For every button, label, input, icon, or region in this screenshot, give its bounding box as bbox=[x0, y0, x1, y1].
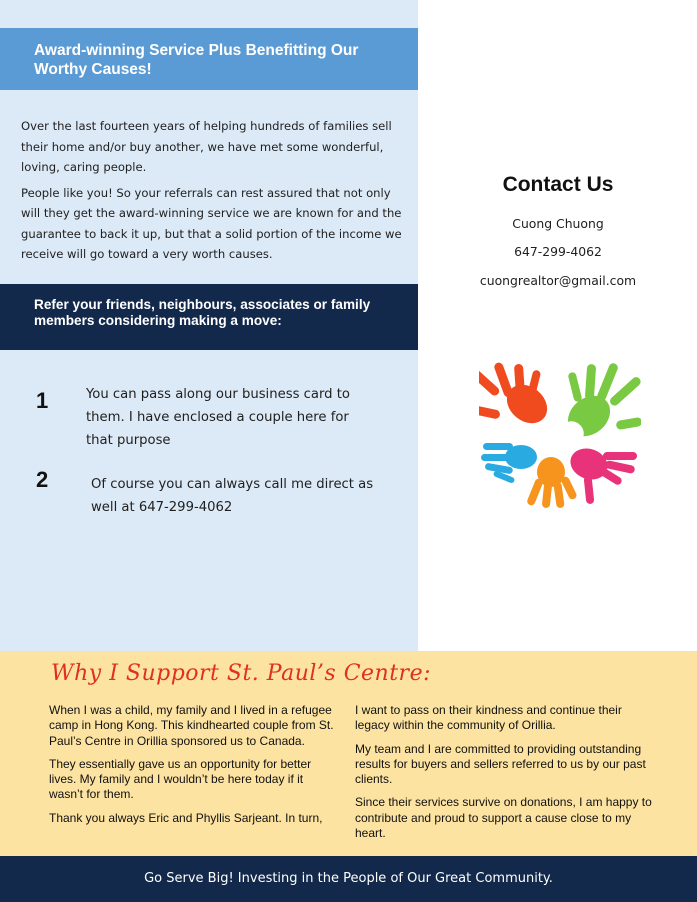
why-left-paragraph-2: They essentially gave us an opportunity for better lives. My family and I wouldn’t be here today if it wasn’t for them. bbox=[49, 756, 312, 802]
contact-name: Cuong Chuong bbox=[512, 216, 604, 231]
contact-email[interactable]: cuongrealtor@gmail.com bbox=[479, 273, 637, 288]
why-right-column bbox=[355, 703, 655, 849]
intro-paragraph-1: Over the last fourteen years of helping hundreds of families sell their home and/or buy another, we have met some wonderful, loving, caring people. bbox=[21, 119, 392, 174]
step-text-2: Of course you can always call me direct as well at 647-299-4062 bbox=[91, 477, 374, 515]
step-number-2: 2 bbox=[36, 467, 49, 492]
refer-banner-title: Refer your friends, neighbours, associates or family members considering making a move: bbox=[34, 297, 371, 328]
footer-slogan: Go Serve Big! Investing in the People of Our Great Community. bbox=[144, 871, 553, 886]
step-number-1: 1 bbox=[36, 388, 49, 413]
why-right-paragraph-1: I want to pass on their kindness and continue their legacy within the community of Orillia. bbox=[355, 703, 622, 733]
why-right-paragraph-2: My team and I are committed to providing outstanding results for buyers and sellers referred to us by our past clients. bbox=[355, 741, 646, 787]
why-left-paragraph-3: Thank you always Eric and Phyllis Sarjeant. In turn, bbox=[49, 810, 323, 825]
contact-title: Contact Us bbox=[502, 173, 614, 196]
footer-bar bbox=[0, 856, 697, 902]
why-support-title: Why I Support St. Paul’s Centre: bbox=[51, 661, 432, 686]
contact-phone[interactable]: 647-299-4062 bbox=[514, 244, 602, 259]
why-right-paragraph-3: Since their services survive on donations, I am happy to contribute and proud to support a cause close to my heart. bbox=[355, 795, 652, 841]
intro-paragraph-2: People like you! So your referrals can rest assured that not only will they get the award-winning service we are known for and the guarantee to back it up, but that a solid portion of the income we receive will go toward a very worth causes. bbox=[21, 185, 402, 261]
step-text-1: You can pass along our business card to them. I have enclosed a couple here for that purpose bbox=[86, 387, 350, 448]
intro-text bbox=[21, 116, 406, 270]
why-left-column bbox=[49, 703, 337, 846]
refer-banner bbox=[0, 284, 418, 350]
why-left-paragraph-1: When I was a child, my family and I lived in a refugee camp in Hong Kong. This kindhearted couple from St. Paul’s Centre in Orillia sponsored us to Canada. bbox=[49, 703, 334, 748]
service-banner-title: Award-winning Service Plus Benefitting Our Worthy Causes! bbox=[34, 42, 359, 78]
colorful-hands-heart-icon bbox=[479, 360, 641, 510]
service-banner bbox=[0, 28, 418, 90]
